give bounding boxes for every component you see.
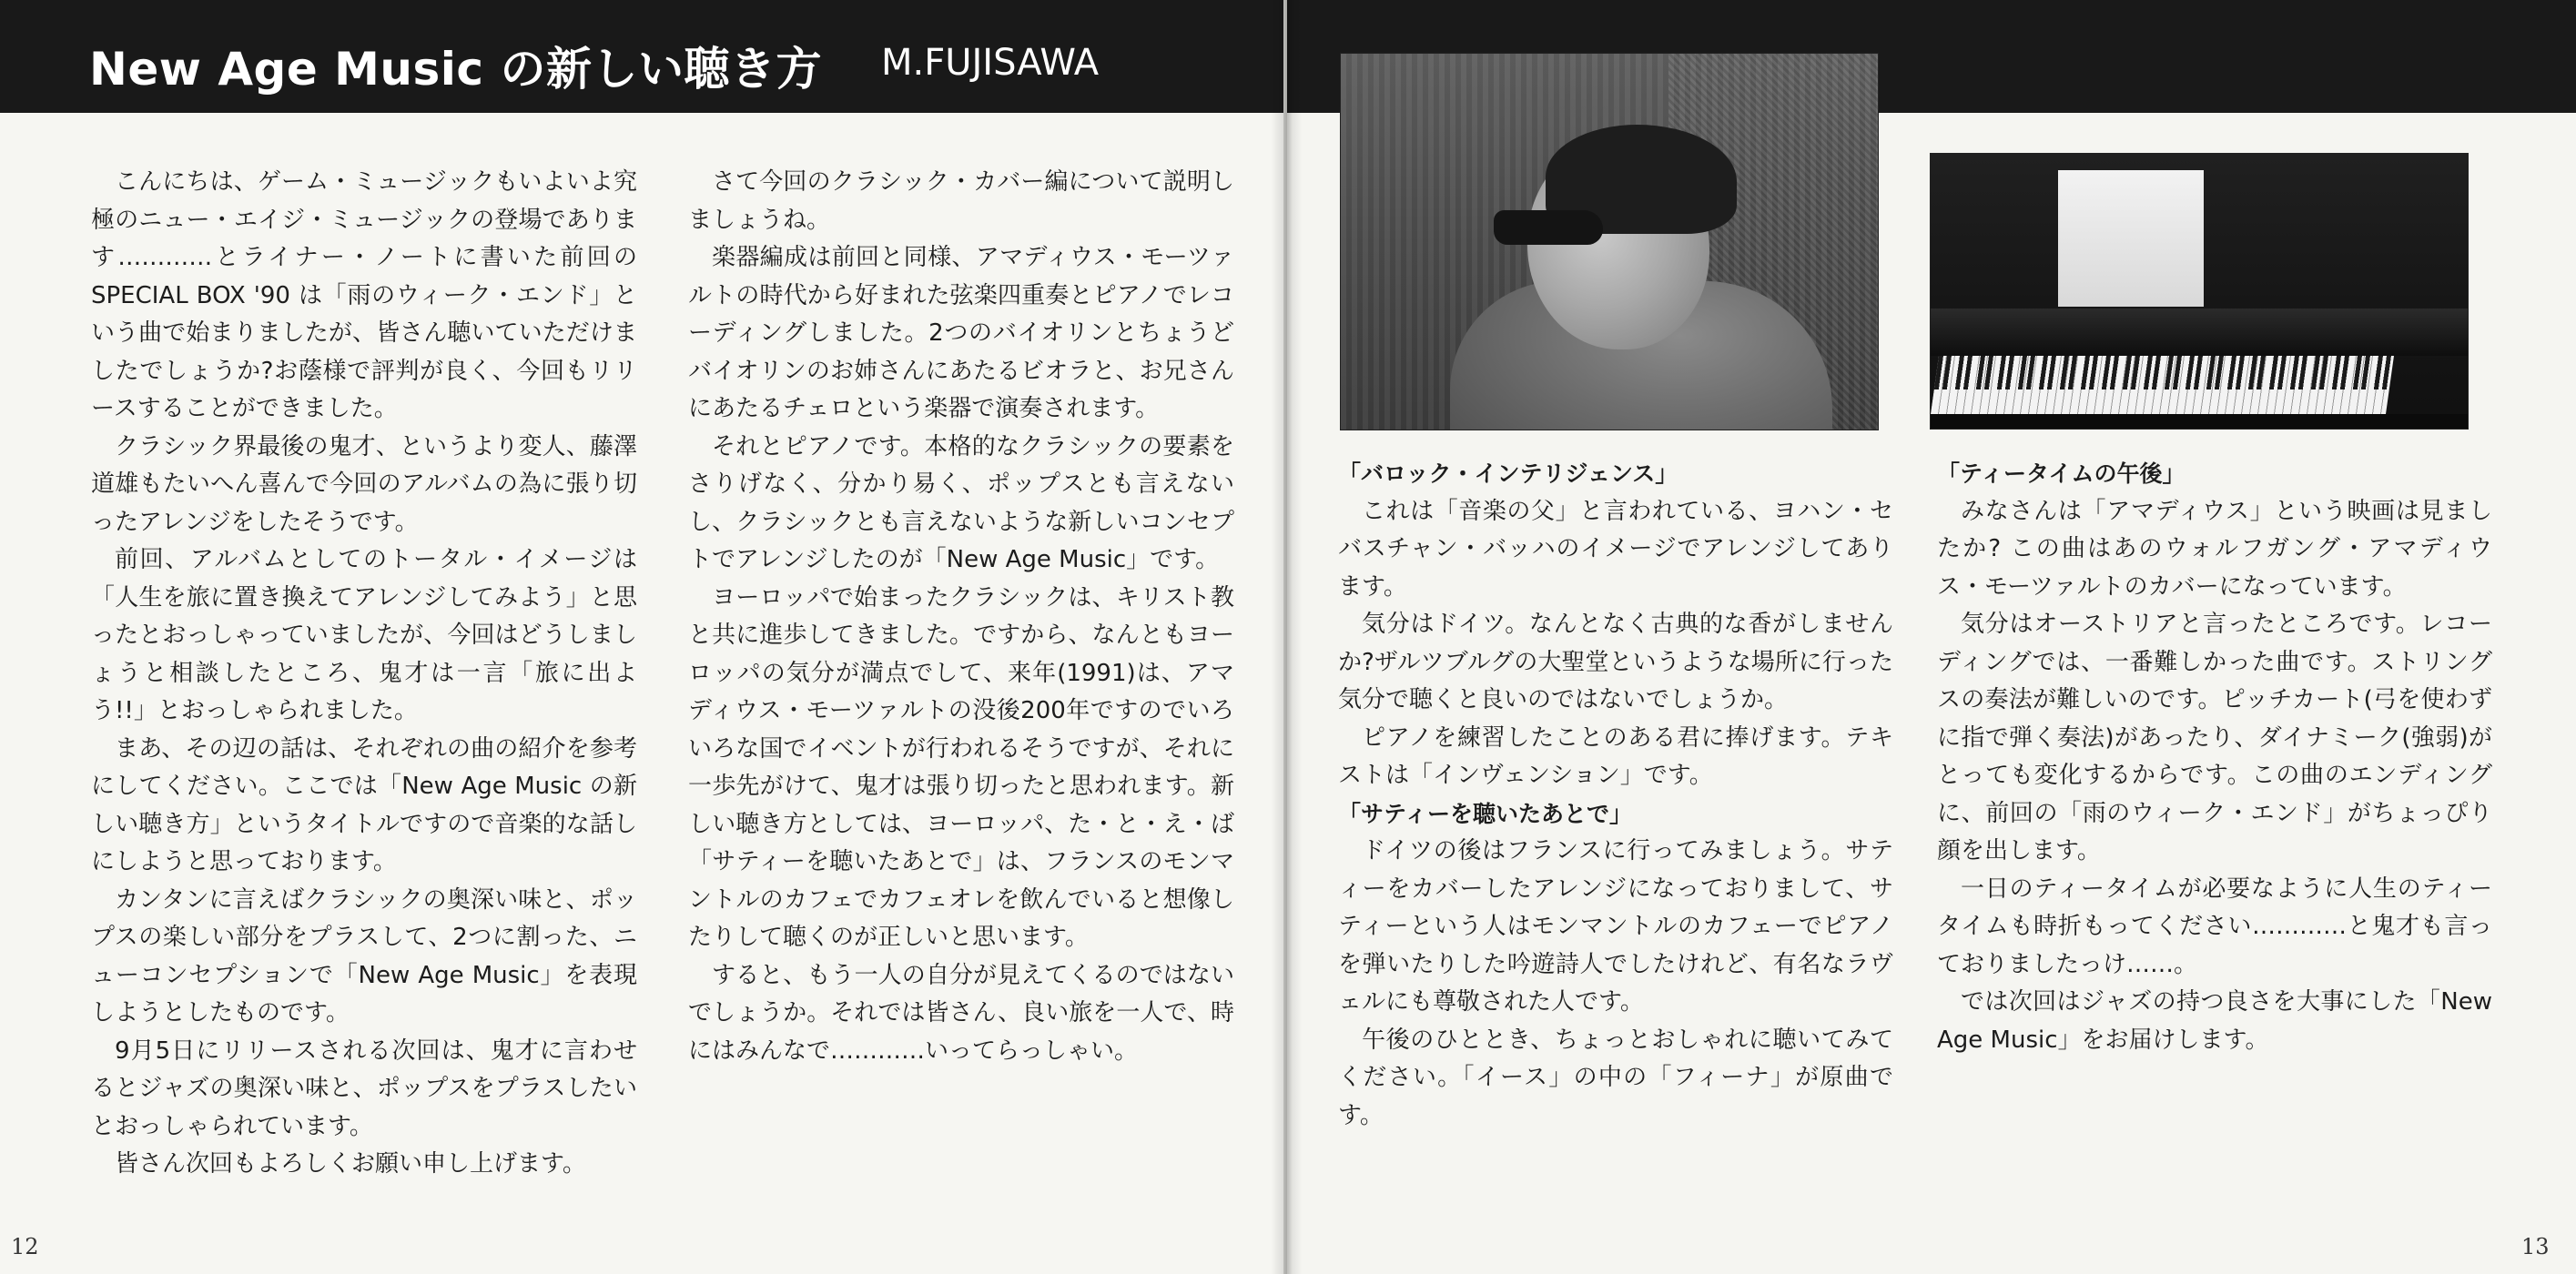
page-title: New Age Music の新しい聴き方 — [89, 43, 822, 96]
paragraph: こんにちは、ゲーム・ミュージックもいよいよ究極のニュー・エイジ・ミュージックの登場であります…………とライナー・ノートに書いた前回の SPECIAL BOX '90 は「雨のウィーク・エンド」という曲で始まりましたが、皆さん聴いていただけましたでしょうか?お蔭様で評判が良く、今回もリリースすることができました。 — [91, 168, 637, 422]
text-column-3 — [1338, 455, 1893, 1135]
floor-shape — [1931, 414, 2468, 429]
grand-piano-photo — [1930, 153, 2469, 430]
paragraph: 午後のひととき、ちょっとおしゃれに聴いてみてください。「イース」の中の「フィーナ」が原曲です。 — [1338, 1026, 1893, 1129]
paragraph: ピアノを練習したことのある君に捧げます。テキストは「インヴェンション」です。 — [1338, 723, 1893, 789]
track-title: 「サティーを聴いたあとで」 — [1338, 800, 1633, 827]
piano-body-shape — [1931, 308, 2468, 356]
author-name: M.FUJISAWA — [881, 42, 1100, 84]
piano-keyboard-shape — [1931, 356, 2394, 414]
paragraph: ドイツの後はフランスに行ってみましょう。サティーをカバーしたアレンジになっておりまして、サティーという人はモンマントルのカフェーでピアノを弾いたりした吟遊詩人でしたけれど、有名なラヴェルにも尊敬された人です。 — [1338, 837, 1893, 1016]
paragraph: これは「音楽の父」と言われている、ヨハン・セバスチャン・バッハのイメージでアレンジしてあります。 — [1338, 497, 1893, 601]
paragraph: 楽器編成は前回と同様、アマディウス・モーツァルトの時代から好まれた弦楽四重奏とピアノでレコーディングしました。2つのバイオリンとちょうどバイオリンのお姉さんにあたるビオラと、お兄さんにあたるチェロという楽器で演奏されます。 — [688, 244, 1234, 422]
paragraph: 気分はドイツ。なんとなく古典的な香がしませんか?ザルツブルグの大聖堂というような場所に行った気分で聴くと良いのではないでしょうか。 — [1338, 611, 1893, 713]
composer-portrait-photo — [1340, 53, 1879, 430]
paragraph: 前回、アルバムとしてのトータル・イメージは「人生を旅に置き換えてアレンジしてみよう」と思ったとおっしゃっていましたが、今回はどうしましょうと相談したところ、鬼才は一言「旅に出よう!!」とおっしゃられました。 — [91, 546, 637, 724]
paragraph: 皆さん次回もよろしくお願い申し上げます。 — [115, 1150, 586, 1178]
paragraph: ヨーロッパで始まったクラシックは、キリスト教と共に進歩してきました。ですから、なんともヨーロッパの気分が満点でして、来年(1991)は、アマディウス・モーツァルトの没後200年ですのでいろいろな国でイベントが行われるそうですが、それに一歩先がけて、鬼才は張り切ったと思われます。新しい聴き方としては、ヨーロッパ、た・と・え・ば「サティーを聴いたあとで」は、フランスのモンマントルのカフェでカフェオレを飲んでいると想像したりして聴くのが正しいと思います。 — [688, 583, 1234, 951]
text-column-1 — [91, 164, 637, 1184]
paragraph: それとピアノです。本格的なクラシックの要素をさりげなく、分かり易く、ポップスとも言えないし、クラシックとも言えないような新しいコンセプトでアレンジしたのが「New Age Music」です。 — [688, 432, 1234, 573]
track-title: 「ティータイムの午後」 — [1937, 460, 2186, 487]
track-title: 「バロック・インテリジェンス」 — [1338, 460, 1678, 487]
paragraph: みなさんは「アマディウス」という映画は見ましたか? この曲はあのウォルフガング・アマディウス・モーツァルトのカバーになっています。 — [1937, 497, 2492, 601]
text-column-2 — [688, 164, 1234, 1070]
paragraph: カンタンに言えばクラシックの奥深い味と、ポップスの楽しい部分をプラスして、2つに割った、ニューコンセプションで「New Age Music」を表現しようとしたものです。 — [91, 885, 637, 1026]
sheet-music-shape — [2058, 170, 2204, 307]
page-number: 12 — [11, 1234, 39, 1259]
sunglasses-shape — [1494, 210, 1603, 245]
paragraph: クラシック界最後の鬼才、というより変人、藤澤道雄もたいへん喜んで今回のアルバムの為に張り切ったアレンジをしたそうです。 — [91, 432, 637, 536]
paragraph: 一日のティータイムが必要なように人生のティータイムも時折もってください…………と鬼才も言っておりましたっけ……。 — [1937, 875, 2492, 978]
paragraph: すると、もう一人の自分が見えてくるのではないでしょうか。それでは皆さん、良い旅を一人で、時にはみんなで…………いってらっしゃい。 — [688, 961, 1234, 1065]
paragraph: では次回はジャズの持つ良さを大事にした「New Age Music」をお届けします。 — [1937, 988, 2492, 1054]
text-column-4 — [1937, 455, 2492, 1059]
left-page — [0, 0, 1283, 1274]
page-number: 13 — [2521, 1234, 2550, 1259]
header-band — [0, 0, 1283, 113]
paragraph: 気分はオーストリアと言ったところです。レコーディングでは、一番難しかった曲です。ストリングスの奏法が難しいのです。ピッチカート(弓を使わずに指で弾く奏法)があったり、ダイナミーク(強弱)がとっても変化するからです。この曲のエンディングに、前回の「雨のウィーク・エンド」がちょっぴり顔を出します。 — [1937, 611, 2492, 864]
paragraph: 9月5日にリリースされる次回は、鬼才に言わせるとジャズの奥深い味と、ポップスをプラスしたいとおっしゃられています。 — [91, 1036, 637, 1140]
paragraph: まあ、その辺の話は、それぞれの曲の紹介を参考にしてください。ここでは「New Age Music の新しい聴き方」というタイトルですので音楽的な話しにしようと思っております。 — [91, 734, 637, 875]
paragraph: さて今回のクラシック・カバー編について説明しましょうね。 — [688, 168, 1234, 234]
